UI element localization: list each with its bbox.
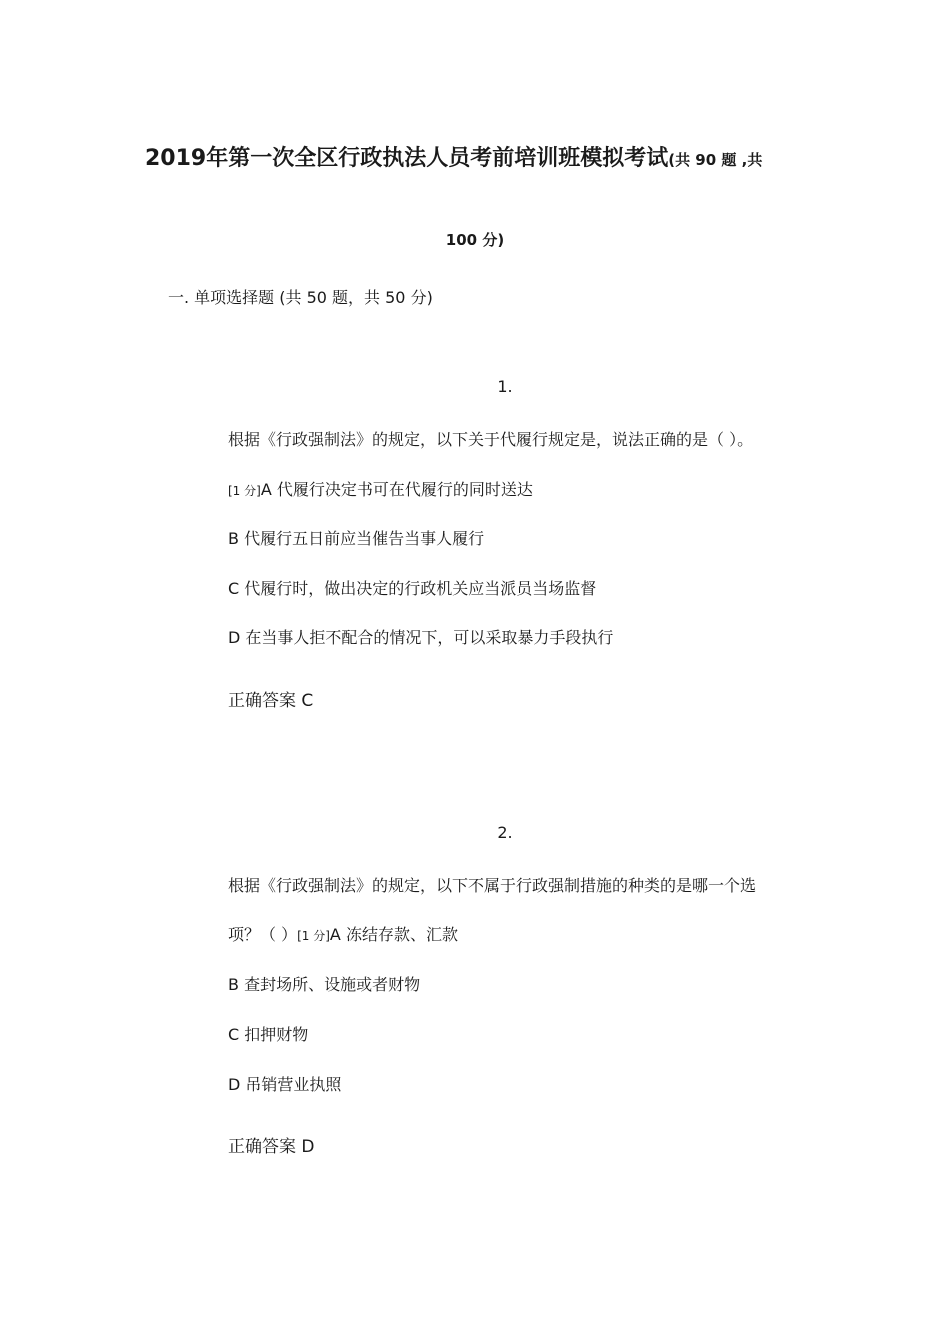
question-stem-line2: 项？（ ）	[228, 925, 298, 944]
option-b: B 查封场所、设施或者财物	[228, 975, 421, 994]
document-title	[145, 141, 762, 172]
option-d: D 在当事人拒不配合的情况下，可以采取暴力手段执行	[228, 628, 614, 647]
title-main-text: 2019年第一次全区行政执法人员考前培训班模拟考试	[145, 146, 669, 171]
option-a-text: A 代履行决定书可在代履行的同时送达	[260, 480, 533, 499]
question-stem-continued	[228, 922, 458, 945]
correct-answer: 正确答案 C	[228, 691, 314, 711]
question-score: [1 分]	[228, 484, 261, 498]
question-stem: 根据《行政强制法》的规定，以下关于代履行规定是，说法正确的是（ ）。	[228, 430, 754, 449]
correct-answer: 正确答案 D	[228, 1137, 315, 1157]
question-score: [1 分]	[297, 929, 330, 943]
option-a	[228, 477, 533, 500]
question-number: 1.	[497, 377, 513, 396]
question-number: 2.	[497, 823, 513, 842]
question-stem: 根据《行政强制法》的规定，以下不属于行政强制措施的种类的是哪一个选	[228, 876, 757, 895]
option-c: C 代履行时，做出决定的行政机关应当派员当场监督	[228, 579, 597, 598]
option-b: B 代履行五日前应当催告当事人履行	[228, 529, 485, 548]
title-line2: 100 分)	[445, 231, 505, 249]
option-a-text: A 冻结存款、汇款	[329, 925, 458, 944]
option-d: D 吊销营业执照	[228, 1075, 342, 1094]
title-suffix-text: (共 90 题 ,共	[668, 151, 763, 169]
option-c: C 扣押财物	[228, 1025, 309, 1044]
section-heading: 一. 单项选择题 (共 50 题，共 50 分)	[168, 288, 433, 307]
